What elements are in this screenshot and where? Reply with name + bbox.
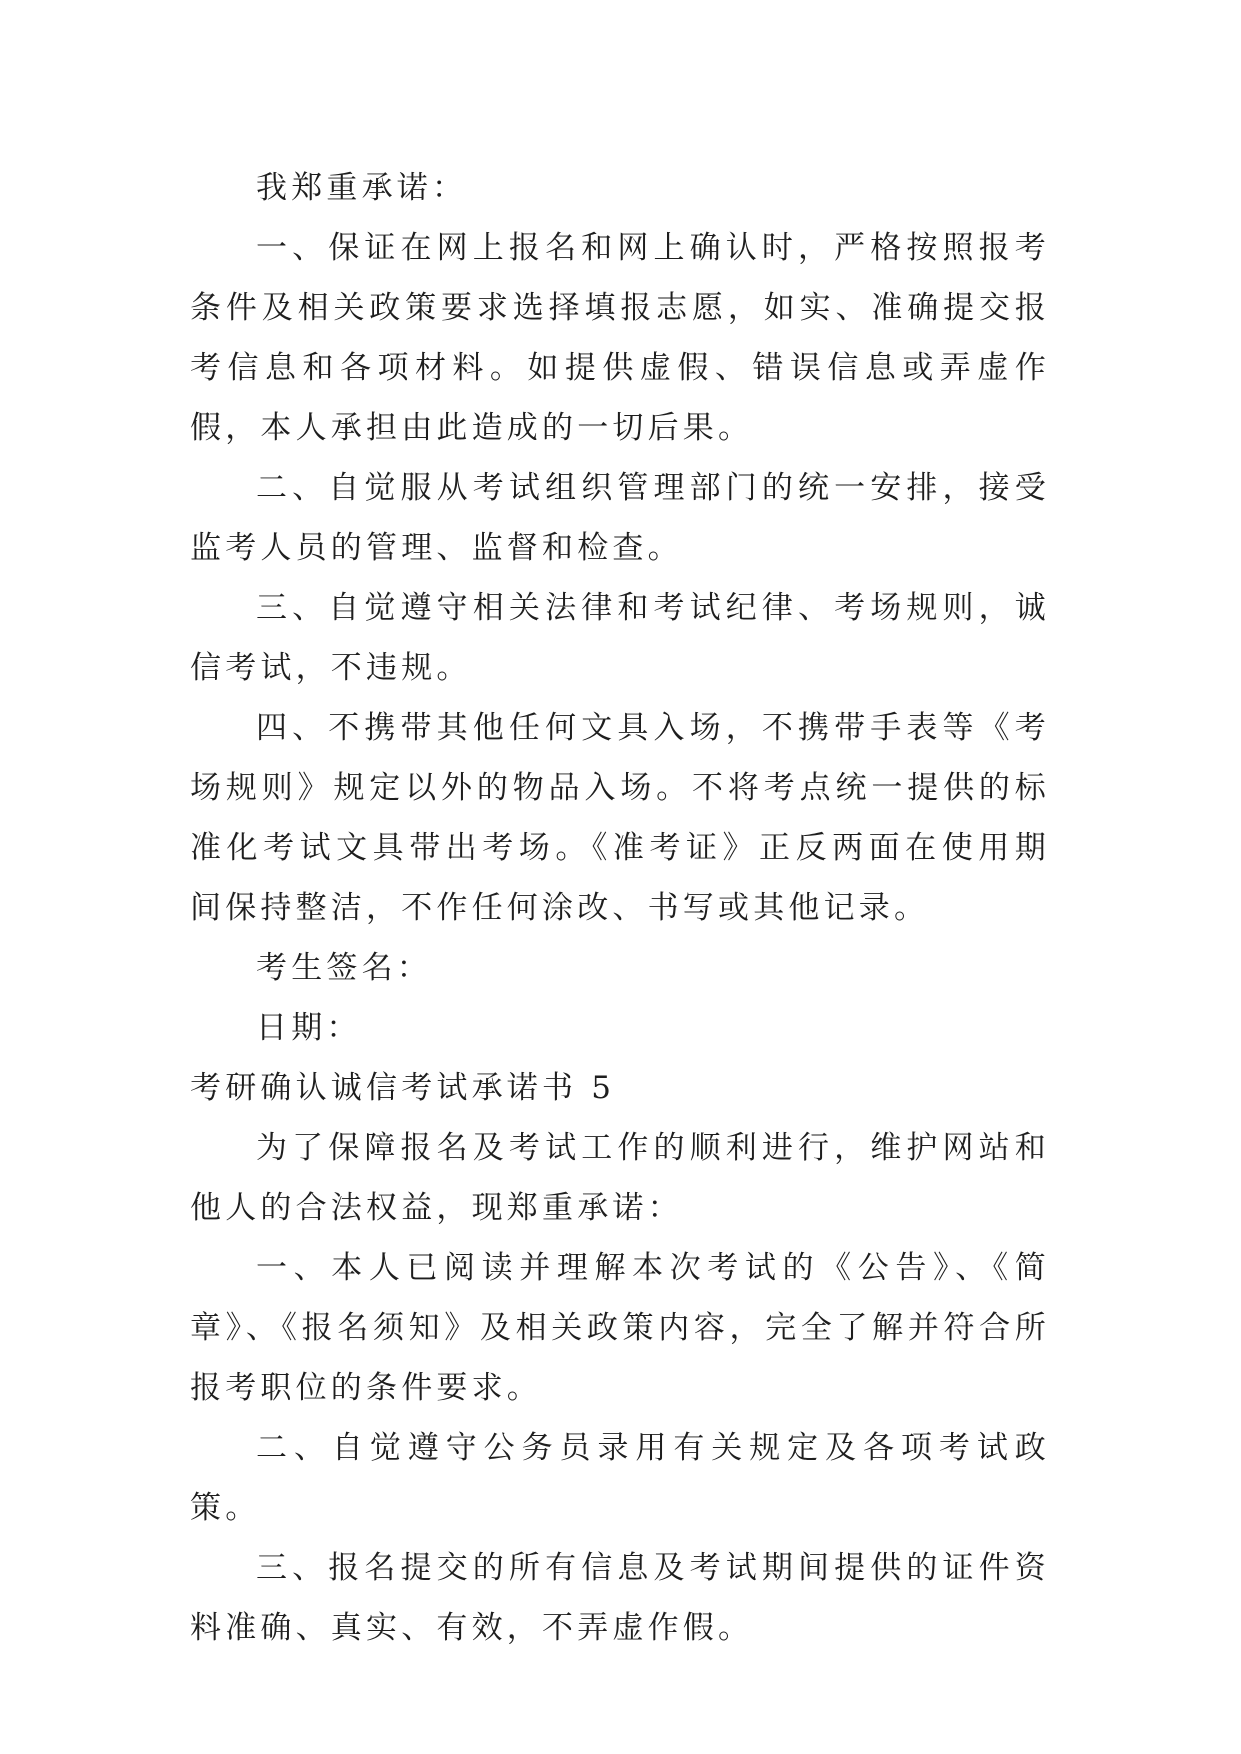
section-item-1: 一、本人已阅读并理解本次考试的《公告》、《简章》、《报名须知》及相关政策内容，完全了解并符合所报考职位的条件要求。: [190, 1250, 1050, 1406]
promise-opening: 我郑重承诺：: [256, 170, 468, 206]
promise-item-3: 三、自觉遵守相关法律和考试纪律、考场规则，诚信考试，不违规。: [190, 590, 1050, 686]
document-body: [190, 158, 1050, 1658]
section-item-3: 三、报名提交的所有信息及考试期间提供的证件资料准确、真实、有效，不弄虚作假。: [190, 1550, 1050, 1646]
section-intro: 为了保障报名及考试工作的顺利进行，维护网站和他人的合法权益，现郑重承诺：: [190, 1130, 1050, 1226]
date-line: 日期：: [256, 1010, 362, 1046]
signature-line: 考生签名：: [256, 950, 432, 986]
section-item-2: 二、自觉遵守公务员录用有关规定及各项考试政策。: [190, 1430, 1050, 1526]
promise-item-2: 二、自觉服从考试组织管理部门的统一安排，接受监考人员的管理、监督和检查。: [190, 470, 1050, 566]
promise-item-4: 四、不携带其他任何文具入场，不携带手表等《考场规则》规定以外的物品入场。不将考点统一提供的标准化考试文具带出考场。《准考证》正反两面在使用期间保持整洁，不作任何涂改、书写或其他记录。: [190, 710, 1050, 926]
section-heading: 考研确认诚信考试承诺书 5: [190, 1070, 616, 1106]
promise-item-1: 一、保证在网上报名和网上确认时，严格按照报考条件及相关政策要求选择填报志愿，如实、准确提交报考信息和各项材料。如提供虚假、错误信息或弄虚作假，本人承担由此造成的一切后果。: [190, 230, 1050, 446]
